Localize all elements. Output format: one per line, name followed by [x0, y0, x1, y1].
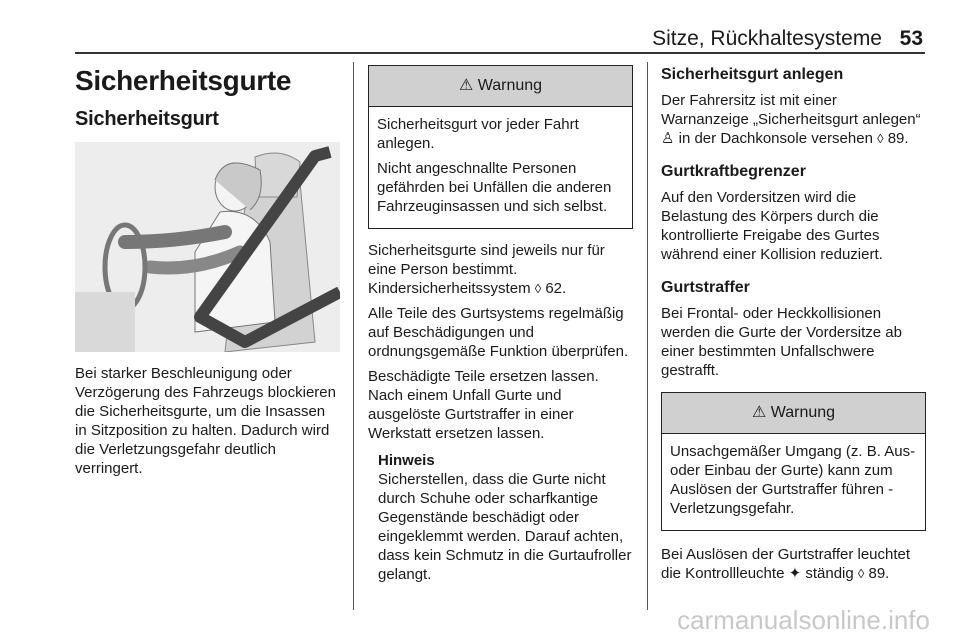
warning-title: Warnung — [477, 77, 543, 94]
note-text: Sicherstellen, dass die Gurte nicht durch Schuhe oder scharfkantige Gegenstände beschädigt oder eingeklemmt werden. Darauf achten, dass kein Schmutz in die Gurtaufroller gelangt. — [378, 471, 632, 583]
body-paragraph: Auf den Vordersitzen wird die Belastung des Körpers durch die kontrollierte Freigabe des Gurtes während einer Kollision reduziert. — [661, 189, 883, 263]
warning-header — [662, 393, 925, 434]
subsection-title: Sicherheitsgurt — [75, 108, 219, 130]
page-ref-icon: ◊ — [877, 131, 884, 146]
column-1 — [75, 60, 340, 484]
warning-text: Nicht angeschnallte Personen gefährden bei Unfällen die anderen Fahrzeuginsassen und sich selbst. — [377, 160, 612, 215]
warning-text: Sicherheitsgurt vor jeder Fahrt anlegen. — [377, 116, 579, 152]
pretensioner-warning-icon: ✦ — [788, 565, 802, 582]
warning-text: Unsachgemäßer Umgang (z. B. Aus- oder Einbau der Gurte) kann zum Auslösen der Gurtstraffer führen - Verletzungsgefahr. — [670, 443, 916, 517]
intro-paragraph: Bei starker Beschleunigung oder Verzögerung des Fahrzeugs blockieren die Sicherheitsgurte, um die Insassen in Sitzposition zu halten. Dadurch wird die Verletzungsgefahr deutlich verringert. — [75, 365, 336, 477]
seatbelt-warning-icon: ♙ — [661, 130, 675, 147]
warning-box — [368, 65, 633, 229]
note-block — [368, 451, 633, 584]
body-paragraph: Alle Teile des Gurtsystems regelmäßig auf Beschädigungen und ordnungsgemäße Funktion überprüfen. — [368, 305, 629, 360]
warning-icon: ⚠ — [751, 404, 767, 421]
warning-box — [661, 392, 926, 531]
header-title: Sitze, Rückhaltesysteme — [652, 27, 882, 50]
body-paragraph: Beschädigte Teile ersetzen lassen. Nach einem Unfall Gurte und ausgelöste Gurtstraffer in einer Werkstatt ersetzen lassen. — [368, 368, 599, 442]
subheading: Gurtstraffer — [661, 279, 750, 296]
seatbelt-illustration — [75, 142, 340, 352]
page-ref-icon: ◊ — [534, 281, 542, 296]
note-label: Hinweis — [378, 452, 435, 469]
warning-icon: ⚠ — [458, 77, 474, 94]
warning-title: Warnung — [770, 404, 836, 421]
body-paragraph: Der Fahrersitz ist mit einer Warnanzeige „Sicherheitsgurt anlegen“ ♙ in der Dachkonsole versehen ◊ 89. — [661, 92, 921, 147]
section-title: Sicherheitsgurte — [75, 65, 292, 96]
subheading: Sicherheitsgurt anlegen — [661, 66, 844, 83]
page-number: 53 — [899, 27, 923, 50]
column-3 — [661, 60, 926, 589]
warning-header — [369, 66, 632, 107]
page-ref-icon: ◊ — [857, 566, 865, 581]
watermark: carmanualsonline.info — [677, 605, 930, 635]
body-paragraph: Bei Auslösen der Gurtstraffer leuchtet die Kontrollleuchte ✦ ständig ◊ 89. — [661, 546, 911, 582]
body-paragraph: Sicherheitsgurte sind jeweils nur für eine Person bestimmt. Kindersicherheitssystem ◊ 62. — [368, 242, 605, 297]
body-paragraph: Bei Frontal- oder Heckkollisionen werden die Gurte der Vordersitze ab einer bestimmten Unfallschwere gestrafft. — [661, 305, 902, 379]
column-divider — [647, 62, 648, 610]
header-rule — [75, 52, 925, 54]
subheading: Gurtkraftbegrenzer — [661, 163, 806, 180]
column-divider — [353, 62, 354, 610]
column-2 — [368, 60, 633, 590]
